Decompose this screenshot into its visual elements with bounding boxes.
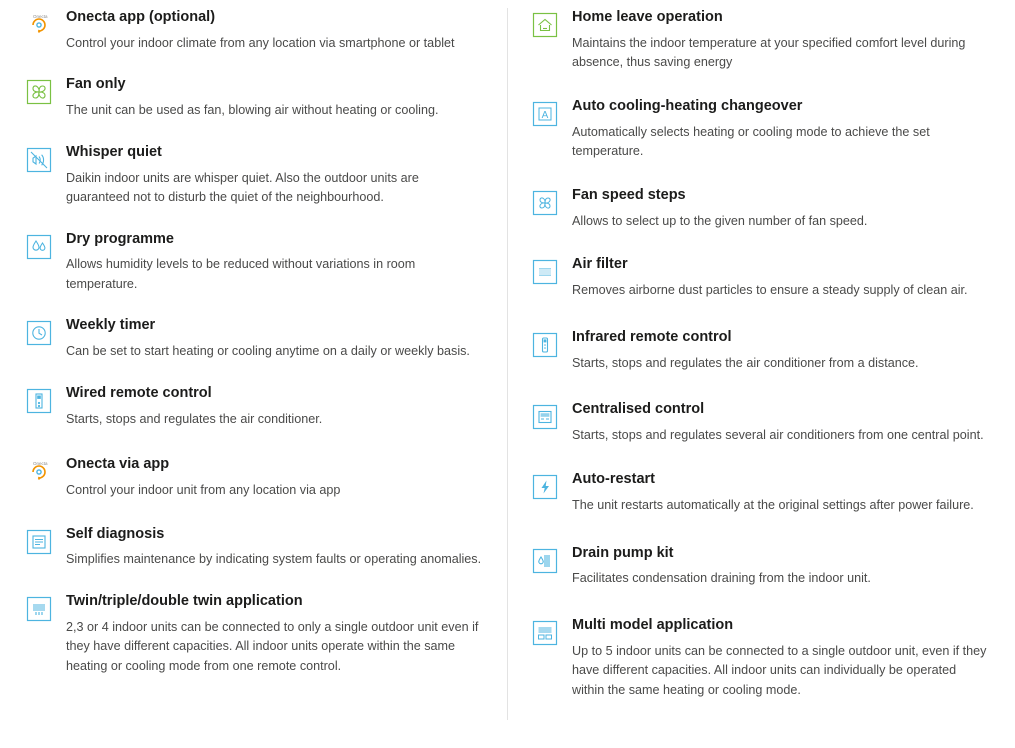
svg-text:A: A — [541, 109, 549, 121]
feature-title: Twin/triple/double twin application — [66, 592, 303, 609]
home-leave-operation-icon — [530, 10, 560, 40]
feature-desc: Removes airborne dust particles to ensure a steady supply of clean air. — [572, 282, 968, 297]
feature-title: Drain pump kit — [572, 544, 674, 561]
twin-triple-double-twin-icon — [24, 594, 54, 624]
feature-body — [66, 8, 483, 53]
feature-body — [572, 470, 990, 515]
feature-title: Fan speed steps — [572, 186, 686, 203]
feature-title: Dry programme — [66, 230, 174, 247]
feature-desc: Control your indoor unit from any location via app — [66, 483, 341, 498]
feature-item — [24, 384, 483, 429]
feature-title: Infrared remote control — [572, 329, 732, 346]
infrared-remote-control-icon — [530, 330, 560, 360]
feature-desc: Starts, stops and regulates the air conditioner. — [66, 411, 323, 426]
feature-item — [24, 525, 483, 570]
centralised-control-icon — [530, 402, 560, 432]
auto-restart-icon — [530, 472, 560, 502]
feature-item — [24, 230, 483, 295]
feature-body — [572, 328, 990, 373]
auto-cooling-heating-changeover-icon — [530, 99, 560, 129]
feature-body — [66, 592, 483, 676]
feature-title: Auto-restart — [572, 471, 655, 488]
feature-item — [24, 143, 483, 208]
weekly-timer-icon — [24, 318, 54, 348]
feature-desc: Can be set to start heating or cooling anytime on a daily or weekly basis. — [66, 344, 470, 359]
feature-body — [66, 384, 483, 429]
feature-item — [24, 592, 483, 676]
svg-text:Onecta: Onecta — [33, 461, 48, 467]
feature-desc: Control your indoor climate from any location via smartphone or tablet — [66, 35, 455, 50]
feature-title: Air filter — [572, 256, 628, 273]
feature-item — [530, 616, 990, 700]
feature-title: Wired remote control — [66, 384, 212, 401]
feature-desc: Starts, stops and regulates the air conditioner from a distance. — [572, 356, 919, 371]
feature-body — [572, 255, 990, 300]
feature-desc: The unit restarts automatically at the original settings after power failure. — [572, 498, 974, 513]
feature-body — [572, 616, 990, 700]
feature-desc: Starts, stops and regulates several air conditioners from one central point. — [572, 427, 984, 442]
feature-body — [66, 230, 483, 295]
feature-desc: Simplifies maintenance by indicating system faults or operating anomalies. — [66, 552, 482, 567]
feature-body — [66, 316, 483, 361]
feature-body — [66, 75, 483, 120]
self-diagnosis-icon — [24, 527, 54, 557]
feature-desc: Allows humidity levels to be reduced without variations in room temperature. — [66, 257, 416, 291]
feature-title: Onecta via app — [66, 456, 170, 473]
air-filter-icon — [530, 257, 560, 287]
feature-body — [66, 143, 483, 208]
feature-item — [24, 75, 483, 120]
feature-item — [530, 400, 990, 445]
feature-body — [572, 186, 990, 231]
dry-programme-icon — [24, 232, 54, 262]
feature-title: Onecta app (optional) — [66, 9, 216, 25]
feature-item — [530, 186, 990, 231]
feature-desc: The unit can be used as fan, blowing air without heating or cooling. — [66, 103, 439, 118]
wired-remote-control-icon — [24, 386, 54, 416]
feature-title: Self diagnosis — [66, 525, 165, 542]
whisper-quiet-icon — [24, 145, 54, 175]
feature-item — [24, 8, 483, 53]
left-column — [0, 8, 507, 720]
feature-body — [572, 544, 990, 589]
feature-body — [66, 525, 483, 570]
feature-desc: Maintains the indoor temperature at your specified comfort level during absence, thus saving energy — [572, 35, 966, 70]
feature-title: Auto cooling-heating changeover — [572, 97, 803, 114]
feature-item — [24, 316, 483, 361]
svg-text:Onecta: Onecta — [33, 14, 48, 19]
feature-item — [24, 455, 483, 500]
feature-body — [66, 455, 483, 500]
fan-only-icon — [24, 77, 54, 107]
feature-item — [530, 328, 990, 373]
feature-desc: Facilitates condensation draining from the indoor unit. — [572, 571, 871, 586]
feature-title: Centralised control — [572, 400, 705, 417]
feature-title: Fan only — [66, 76, 126, 93]
feature-title: Multi model application — [572, 616, 734, 633]
features-columns — [0, 8, 1015, 720]
onecta-app-icon — [24, 10, 54, 40]
feature-desc: Allows to select up to the given number of fan speed. — [572, 213, 868, 228]
feature-item — [530, 8, 990, 73]
right-column — [507, 8, 1014, 720]
feature-item — [530, 255, 990, 300]
feature-item — [530, 470, 990, 515]
feature-body — [572, 400, 990, 445]
feature-body — [572, 8, 990, 73]
feature-desc: Daikin indoor units are whisper quiet. Also the outdoor units are guaranteed not to disturb the quiet of the neighbourhood. — [66, 170, 419, 205]
feature-desc: 2,3 or 4 indoor units can be connected to only a single outdoor unit even if they have different capacities. All indoor units operate within the same heating or cooling mode from one remote control. — [66, 619, 479, 673]
fan-speed-steps-icon — [530, 188, 560, 218]
feature-item — [530, 97, 990, 162]
drain-pump-kit-icon — [530, 546, 560, 576]
feature-item — [530, 544, 990, 589]
feature-body — [572, 97, 990, 162]
feature-title: Weekly timer — [66, 317, 156, 334]
feature-desc: Automatically selects heating or cooling mode to achieve the set temperature. — [572, 124, 930, 159]
multi-model-application-icon — [530, 618, 560, 648]
feature-title: Whisper quiet — [66, 143, 162, 160]
onecta-via-app-icon — [24, 457, 54, 487]
feature-desc: Up to 5 indoor units can be connected to a single outdoor unit, even if they have different capacities. All indoor units can individually be operated within the same heating or cooling mode. — [572, 643, 987, 697]
feature-title: Home leave operation — [572, 9, 723, 25]
